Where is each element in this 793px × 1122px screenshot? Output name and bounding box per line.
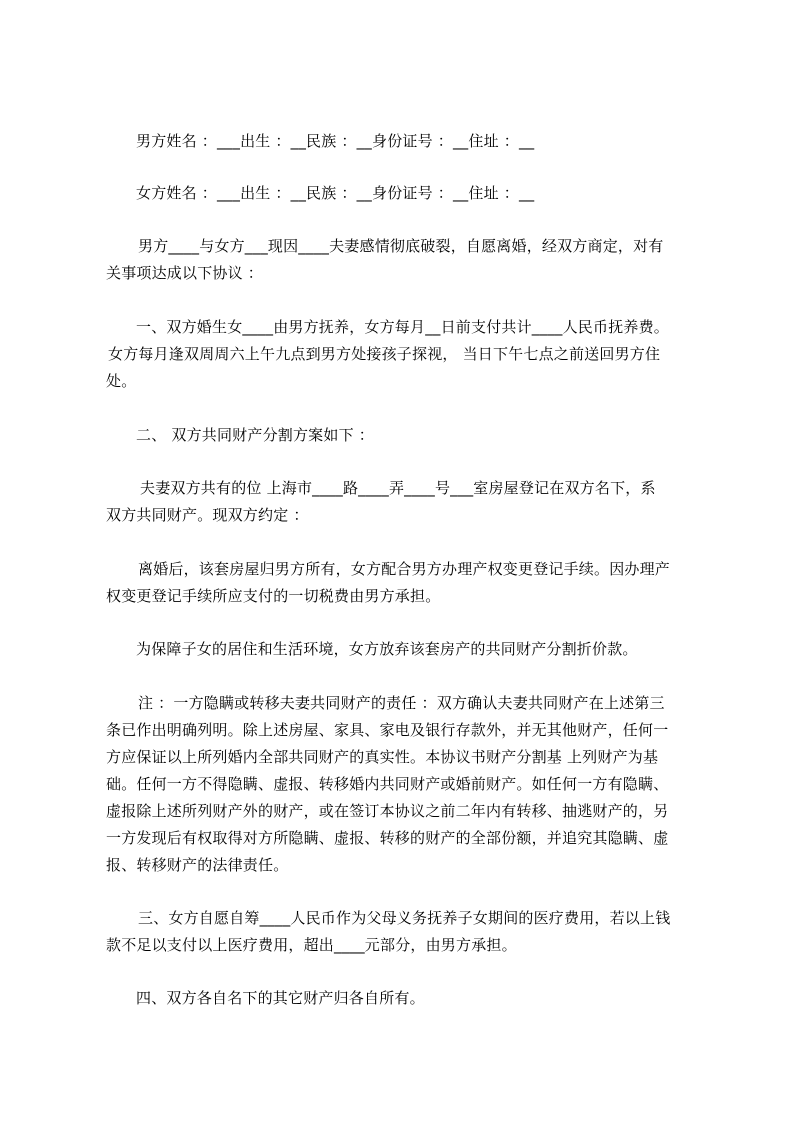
- intro-line-2: 关事项达成以下协议 ：: [106, 264, 263, 282]
- note-line-2: 条已作出明确列明。除上述房屋、家具、家电及银行存款外，并无其他财产，任何一: [106, 721, 669, 739]
- clause2-property-line-1: 夫妻双方共有的位 上海市____路____弄____号___室房屋登记在双方名下，系: [140, 479, 656, 497]
- note-line-6: 一方发现后有权取得对方所隐瞒、虚报、转移的财产的全部份额，并追究其隐瞒、虚: [106, 829, 669, 847]
- clause3-line-1: 三、女方自愿自筹____人民币作为父母义务抚养子女期间的医疗费用，若以上钱: [138, 909, 671, 927]
- clause1-line-2: 女方每月逢双周周六上午九点到男方处接孩子探视， 当日下午七点之前送回男方住: [108, 345, 661, 363]
- note-line-3: 方应保证以上所列婚内全部共同财产的真实性。本协议书财产分割基 上列财产为基: [106, 748, 659, 766]
- clause1-line-3: 处。: [106, 372, 137, 390]
- clause2-waiver: 为保障子女的居住和生活环境，女方放弃该套房产的共同财产分割折价款。: [136, 640, 638, 658]
- clause4-line: 四、双方各自名下的其它财产归各自所有。: [136, 989, 425, 1007]
- note-line-7: 报、转移财产的法律责任。: [106, 856, 289, 874]
- female-info-line: 女方姓名 ：___出生 ：__民族 ：__身份证号 ：__住址 ：__: [136, 184, 535, 202]
- clause1-line-1: 一、双方婚生女____由男方抚养，女方每月__日前支付共计____人民币抚养费。: [136, 318, 670, 336]
- clause2-transfer-line-1: 离婚后，该套房屋归男方所有，女方配合男方办理产权变更登记手续。因办理产: [138, 560, 671, 578]
- note-line-4: 础。任何一方不得隐瞒、虚报、转移婚内共同财产或婚前财产。如任何一方有隐瞒、: [106, 775, 669, 793]
- note-line-5: 虚报除上述所列财产外的财产，或在签订本协议之前二年内有转移、抽逃财产的，另: [106, 802, 669, 820]
- clause2-transfer-line-2: 权变更登记手续所应支付的一切税费由男方承担。: [106, 587, 441, 605]
- clause3-line-2: 款不足以支付以上医疗费用，超出____元部分，由男方承担。: [106, 936, 517, 954]
- note-line-1: 注 ：一方隐瞒或转移夫妻共同财产的责任 ：双方确认夫妻共同财产在上述第三: [138, 694, 665, 712]
- clause2-property-line-2: 双方共同财产。现双方约定 ：: [106, 506, 309, 524]
- intro-line-1: 男方____与女方___现因____夫妻感情彻底破裂，自愿离婚，经双方商定，对有: [138, 237, 664, 255]
- clause2-title: 二、 双方共同财产分割方案如下 ：: [136, 426, 374, 444]
- male-info-line: 男方姓名 ：___出生 ：__民族 ：__身份证号 ：__住址 ：__: [136, 132, 535, 150]
